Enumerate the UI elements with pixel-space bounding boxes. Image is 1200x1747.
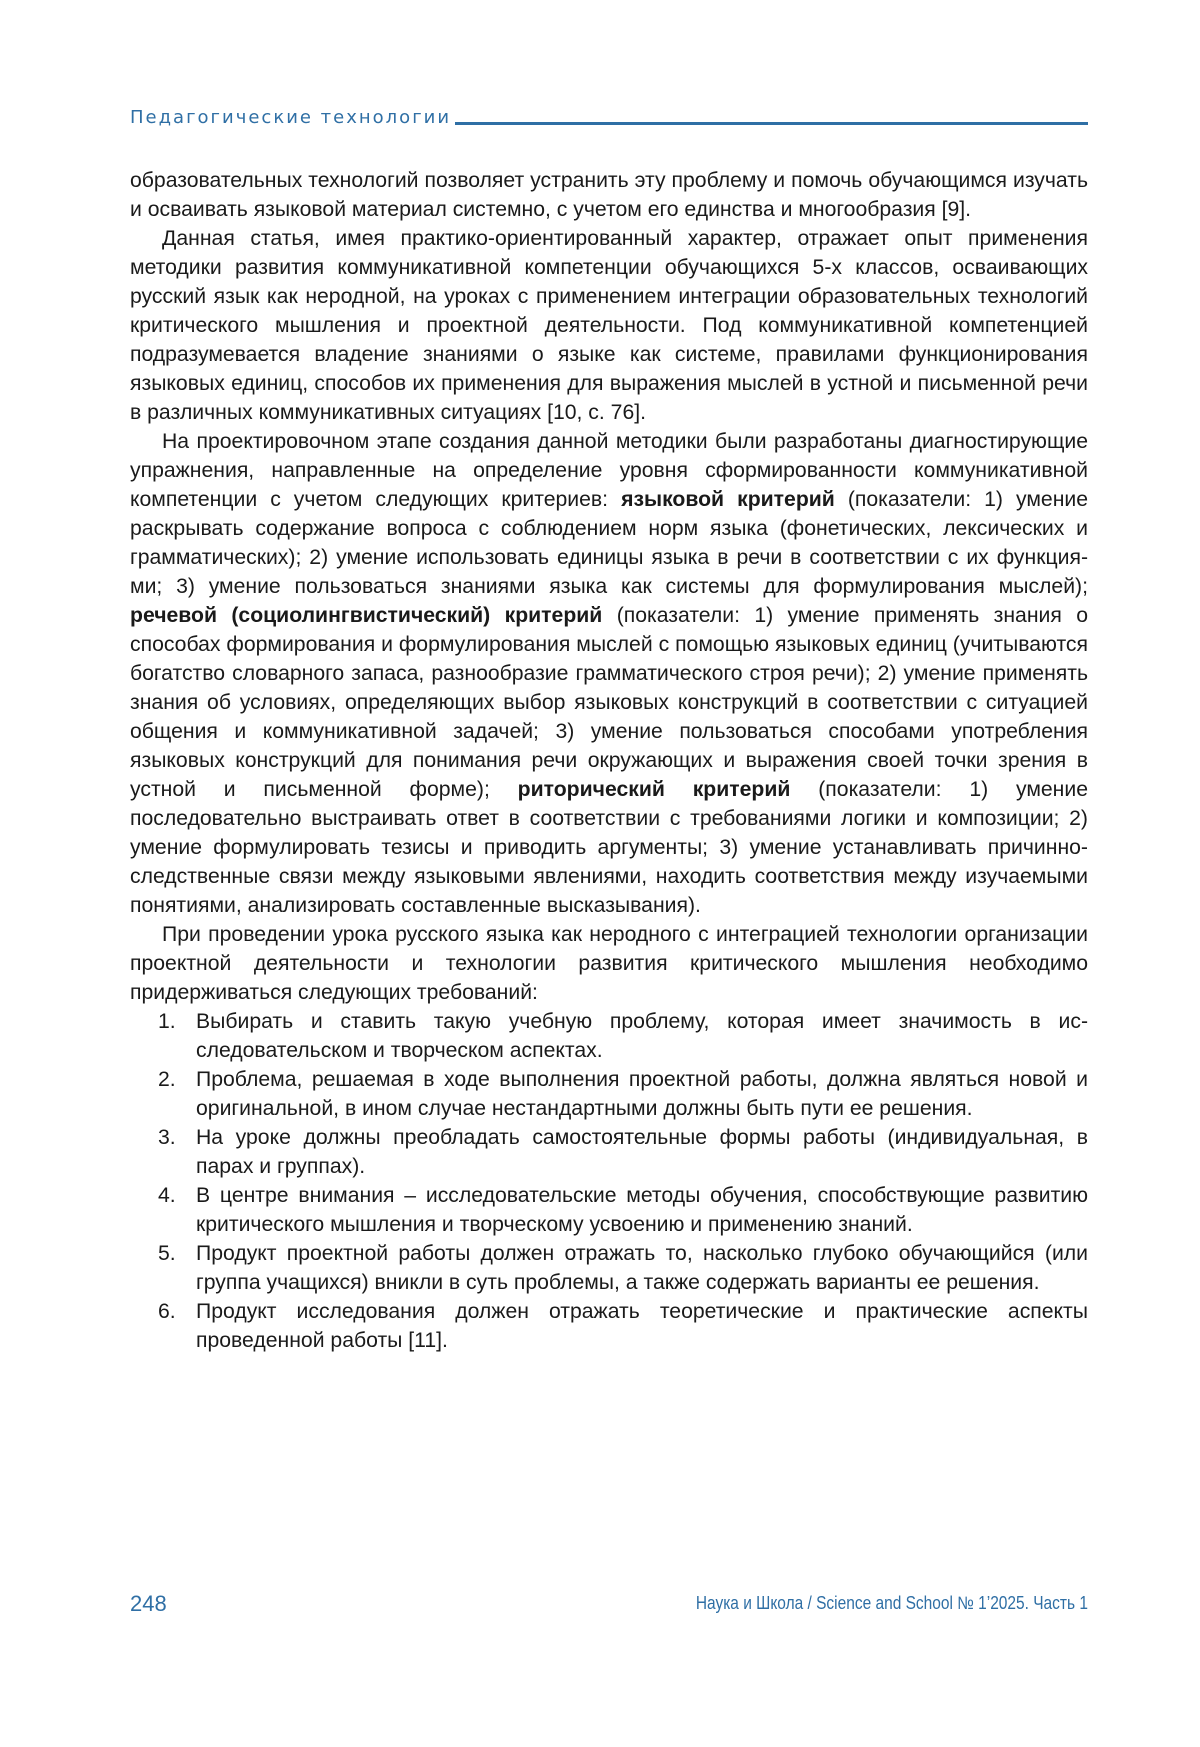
criterion-language: языковой критерий (621, 488, 835, 511)
criteria-intro: На проектировочном этапе создания данной методики были разработаны диагностирующие упражнения, направленные на определение уровня сформированности коммуникативной компетенции с учетом следующих критериев: (130, 430, 1088, 511)
paragraph-continuation: образовательных технологий позволяет устранить эту проблему и помочь обучающимся изучать и осваивать языковой материал системно, с учетом его единства и многообразия [9]. (130, 169, 1088, 221)
list-item (130, 1297, 1088, 1355)
article-body (130, 166, 1088, 1355)
journal-citation: Наука и Школа / Science and School № 1’2025. Часть 1 (695, 1593, 1088, 1613)
section-title: Педагогические технологии (130, 107, 452, 128)
list-item-number: 2. (158, 1068, 176, 1091)
list-item (130, 1007, 1088, 1065)
paragraph-requirements-intro: При проведении урока русского языка как неродного с интеграцией технологии организации проектной деятельности и технологии развития критического мышления необходимо придерживаться следующих требований: (130, 923, 1088, 1004)
list-item-text: Продукт исследования должен отражать теоретические и практические аспекты проведенной работы [11]. (196, 1300, 1088, 1352)
list-item (130, 1123, 1088, 1181)
list-item (130, 1065, 1088, 1123)
running-header (130, 104, 1088, 128)
list-item-number: 4. (158, 1184, 176, 1207)
list-item-number: 1. (158, 1010, 176, 1033)
page-number: 248 (130, 1591, 167, 1616)
paragraph-article-purpose: Данная статья, имея практико-ориентированный характер, отражает опыт применения методики развития коммуникативной компетенции обучающихся 5-х классов, осваивающих русский язык как неродной, на уроках с применением интеграции образовательных технологий критического мышления и проектной деятельности. Под коммуникативной компетенцией подразумевается владение знаниями о языке как системе, правилами функционирования языковых единиц, способов их применения для выражения мыслей в устной и письменной речи в различных коммуникативных ситуациях [10, с. 76]. (130, 227, 1088, 424)
list-item-text: На уроке должны преобладать самостоятельные формы работы (индивидуальная, в парах и группах). (196, 1126, 1088, 1178)
list-item-number: 5. (158, 1242, 176, 1265)
list-item-text: Выбирать и ставить такую учебную проблему, которая имеет значимость в исследовательском и творческом аспектах. (196, 1010, 1088, 1062)
list-item-text: Продукт проектной работы должен отражать то, насколько глубоко обучающийся (или группа учащихся) вникли в суть проблемы, а также содержать варианты ее решения. (196, 1242, 1088, 1294)
header-rule (455, 122, 1088, 125)
list-item (130, 1239, 1088, 1297)
list-item-number: 3. (158, 1126, 176, 1149)
list-item-text: Проблема, решаемая в ходе выполнения проектной работы, должна являться новой и оригинальной, в ином случае нестандартными должны быть пути ее решения. (196, 1068, 1088, 1120)
list-item-number: 6. (158, 1300, 176, 1323)
criterion-speech: речевой (социолингвистический) критерий (130, 604, 603, 627)
paragraph-criteria (130, 427, 1088, 920)
criterion-rhetoric-indicators: (показатели: 1) умение последовательно выстраивать ответ в соответствии с требованиями логики и композиции; 2) умение формулировать тезисы и приводить аргументы; 3) умение устанавливать причинно-следственные связи между языковыми явлениями, находить соответствия между изучаемыми понятиями, анализировать составленные высказывания). (130, 778, 1088, 917)
criterion-language-indicators: (показатели: 1) умение раскрывать содержание вопроса с соблюдением норм языка (фонетических, лексических и грамматических); 2) умение использовать единицы языка в речи в соответствии с их функциями; 3) умение пользоваться знаниями языка как системы для формулирования мыслей); (130, 488, 1089, 598)
list-item-text: В центре внимания – исследовательские методы обучения, способствующие развитию критического мышления и творческому усвоению и применению знаний. (196, 1184, 1088, 1236)
list-item (130, 1181, 1088, 1239)
criterion-rhetoric: риторический критерий (517, 778, 791, 801)
requirements-list (130, 1007, 1088, 1355)
running-footer (130, 1591, 1088, 1621)
criterion-speech-indicators: (показатели: 1) умение применять знания о способах формирования и формулирования мыслей с помощью языковых единиц (учитываются богатство словарного запаса, разнообразие грамматического строя речи); 2) умение применять знания об условиях, определяющих выбор языковых конструкций в соответствии с ситуацией общения и коммуникативной задачей; 3) умение пользоваться способами употребления языковых конструкций для понимания речи окружающих и выражения своей точки зрения в устной и письменной форме); (130, 604, 1088, 801)
